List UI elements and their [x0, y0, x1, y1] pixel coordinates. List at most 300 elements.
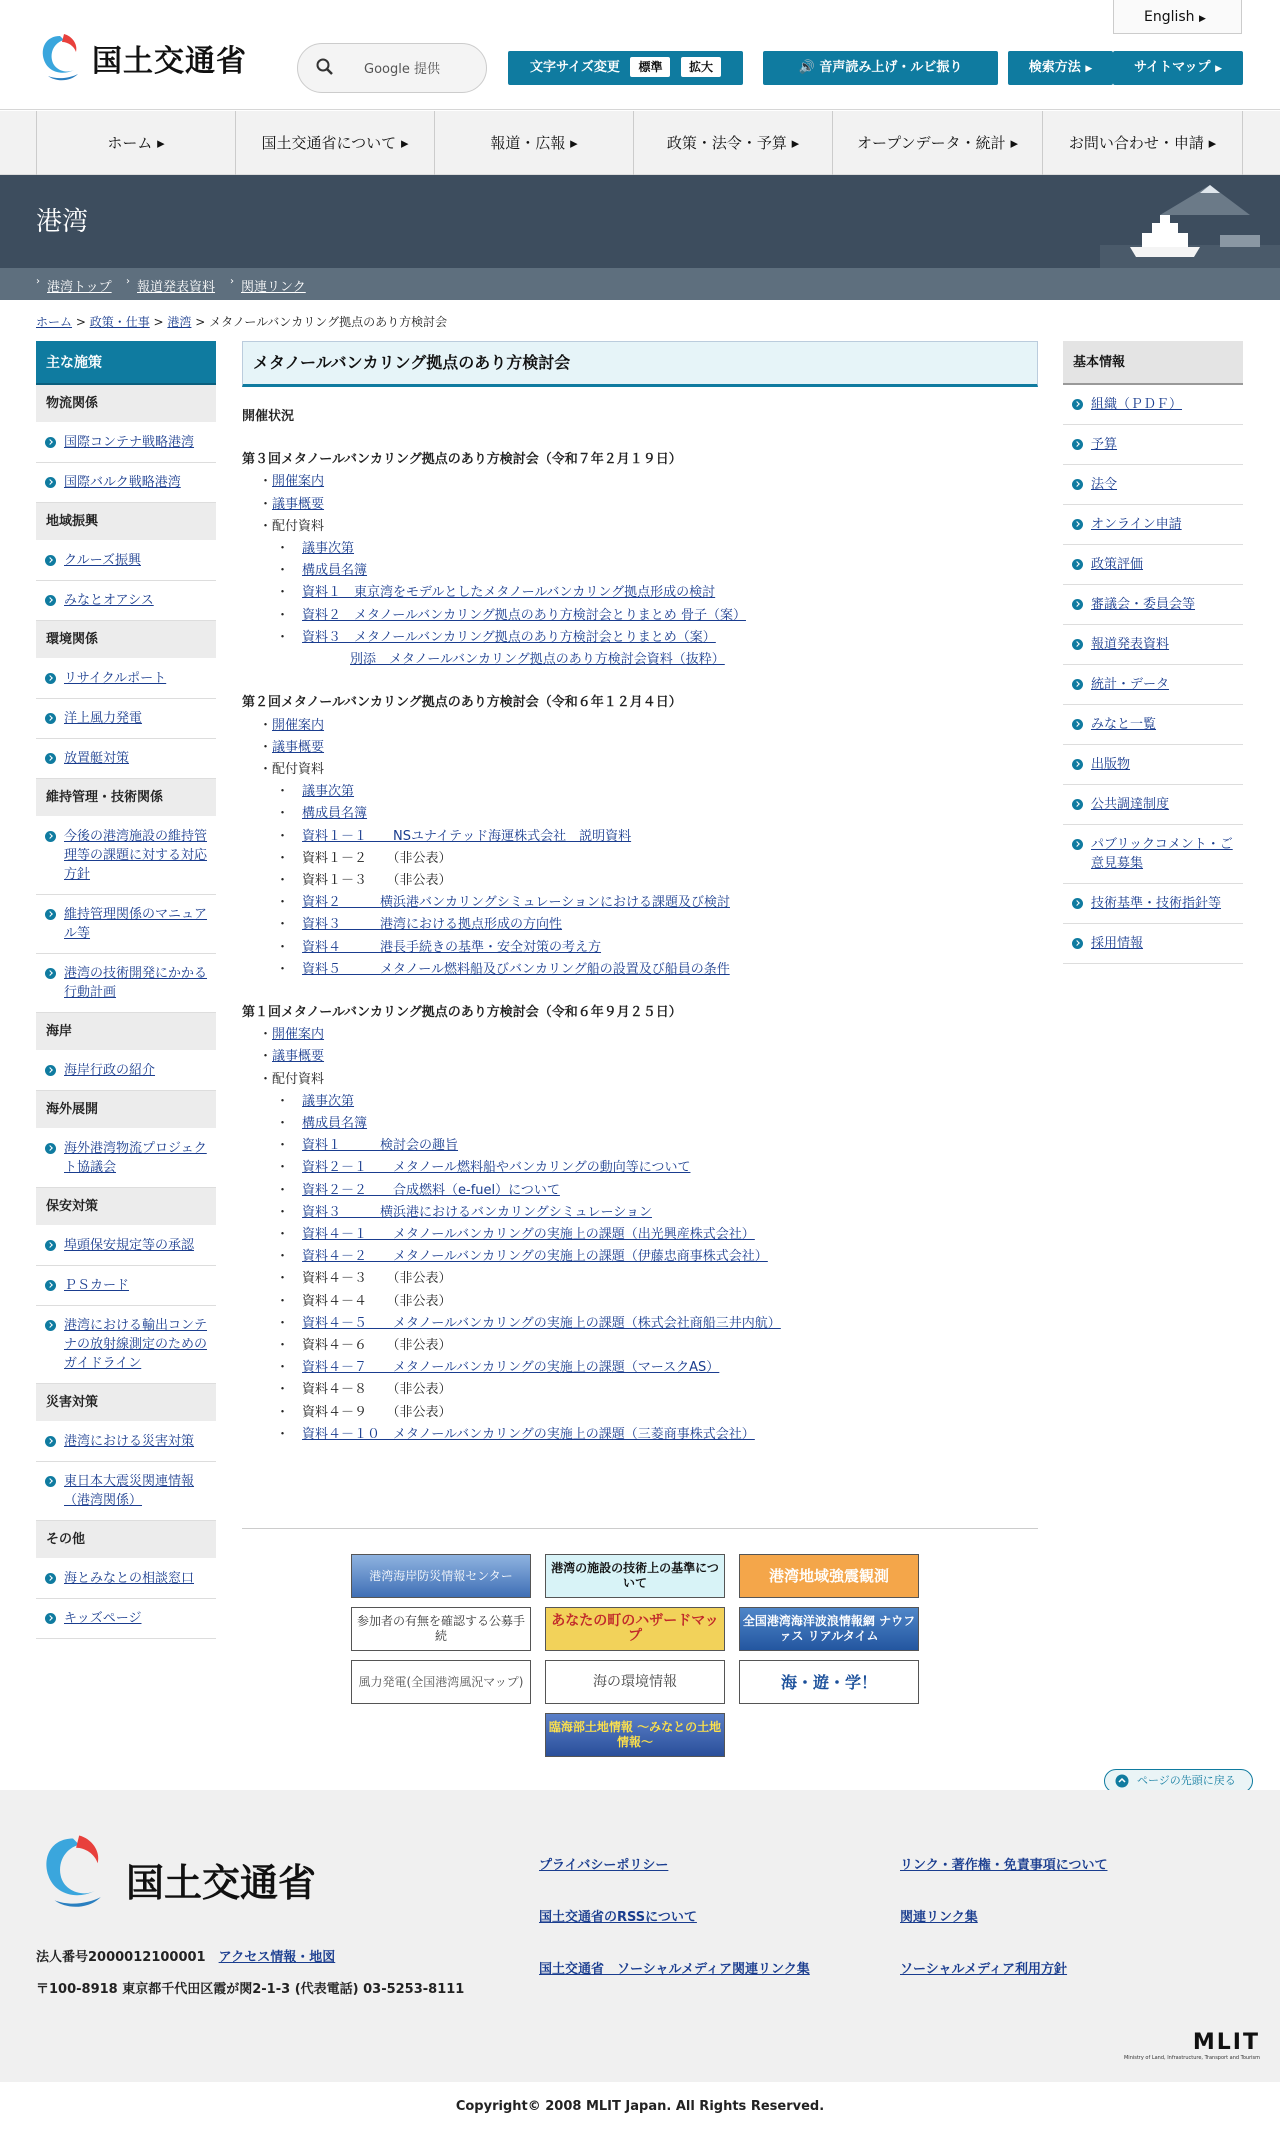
list-bullet: ・	[276, 1360, 303, 1376]
right-sidebar-link[interactable]: 予算	[1091, 437, 1118, 452]
list-bullet: ・	[259, 1071, 273, 1087]
left-sidebar-item[interactable]	[36, 463, 216, 503]
list-bullet: ・	[276, 850, 303, 866]
document-item	[276, 1402, 452, 1424]
left-sidebar-link[interactable]: 港湾における輸出コンテナの放射線測定のためのガイドライン	[64, 1318, 208, 1371]
left-sidebar-item[interactable]	[36, 1226, 216, 1266]
document-item-text: 資料４－８ （非公表）	[302, 1382, 452, 1398]
arrow-circle-icon	[1072, 898, 1083, 909]
footer-link-social[interactable]: 国土交通省 ソーシャルメディア関連リンク集	[539, 1962, 810, 1977]
arrow-circle-icon	[45, 595, 56, 606]
meeting-link-text[interactable]: 開催案内	[272, 474, 325, 490]
mlit-logo-icon	[36, 1832, 110, 1916]
arrow-circle-icon	[1072, 399, 1083, 410]
page-title: メタノールバンカリング拠点のあり方検討会	[242, 341, 1038, 387]
left-sidebar-link[interactable]: 海外港湾物流プロジェクト協議会	[64, 1141, 207, 1175]
document-link-text[interactable]: 議事次第	[302, 1093, 355, 1109]
handout-label	[259, 759, 324, 781]
left-sidebar-link[interactable]: 埠頭保安規定等の承認	[64, 1238, 195, 1253]
list-bullet: ・	[276, 1315, 303, 1331]
sitemap-label: サイトマップ	[1133, 60, 1211, 75]
left-sidebar-item[interactable]	[36, 659, 216, 699]
site-footer	[0, 1790, 1280, 2082]
footer-link-copyright[interactable]: リンク・著作権・免責事項について	[900, 1858, 1108, 1873]
status-heading-text: 開催状況	[242, 409, 295, 424]
ship-illustration	[1100, 175, 1280, 268]
document-link	[276, 582, 715, 604]
access-link[interactable]: アクセス情報・地図	[218, 1950, 336, 1965]
list-bullet: ・	[276, 607, 303, 623]
arrow-circle-icon	[45, 1320, 56, 1331]
banner-link[interactable]: 港湾の施設の技術上の基準について	[545, 1554, 725, 1598]
footer-corp-line	[36, 1946, 335, 1965]
right-sidebar-item[interactable]	[1063, 924, 1243, 964]
right-sidebar-item[interactable]	[1063, 385, 1243, 425]
arrow-circle-icon	[45, 1240, 56, 1251]
document-link-text[interactable]: 資料４－７ メタノールバンカリングの実施上の課題（マースクAS）	[302, 1360, 720, 1376]
list-bullet: ・	[276, 1160, 303, 1176]
right-sidebar-link[interactable]: 政策評価	[1091, 557, 1144, 572]
arrow-circle-icon	[45, 1280, 56, 1291]
arrow-circle-icon	[45, 968, 56, 979]
left-sidebar-item[interactable]	[36, 895, 216, 954]
site-header	[0, 0, 1280, 110]
footer-address: 〒100-8918 東京都千代田区霞が関2-1-3 (代表電話) 03-5253-8111	[36, 1982, 465, 1997]
right-sidebar-heading: 基本情報	[1063, 341, 1243, 385]
document-link	[276, 1135, 458, 1157]
handout-label-text: 配付資料	[272, 761, 325, 777]
gnav-home[interactable]: ホーム ▸	[36, 111, 235, 175]
document-link-text[interactable]: 構成員名簿	[302, 1116, 368, 1132]
breadcrumb: ホーム > 政策・仕事 > 港湾 > メタノールバンカリング拠点のあり方検討会	[36, 315, 448, 329]
left-sidebar-category: 海岸	[36, 1013, 216, 1051]
search-box[interactable]	[297, 43, 487, 93]
gnav-label: オープンデータ・統計	[857, 134, 1006, 152]
right-sidebar-link[interactable]: 法令	[1091, 477, 1118, 492]
list-bullet: ・	[259, 717, 273, 733]
right-sidebar	[1063, 341, 1243, 964]
arrow-circle-icon	[45, 477, 56, 488]
right-sidebar-item[interactable]	[1063, 825, 1243, 884]
list-bullet: ・	[276, 1338, 303, 1354]
document-link	[276, 1313, 781, 1335]
divider	[242, 1528, 1038, 1529]
status-heading	[242, 406, 294, 428]
right-sidebar-link[interactable]: 報道発表資料	[1091, 637, 1170, 652]
document-link	[276, 605, 746, 627]
document-link	[276, 560, 367, 582]
document-link	[276, 538, 354, 560]
arrow-circle-icon	[45, 673, 56, 684]
list-bullet: ・	[276, 563, 303, 579]
document-link-text[interactable]: 議事次第	[302, 784, 355, 800]
font-normal-button[interactable]: 標準	[630, 57, 670, 77]
document-link	[276, 937, 601, 959]
list-bullet: ・	[276, 895, 303, 911]
document-link	[276, 959, 730, 981]
meeting-heading	[242, 449, 682, 471]
document-link-text[interactable]: 別添 メタノールバンカリング拠点のあり方検討会資料（抜粋）	[350, 652, 725, 668]
right-sidebar-item[interactable]	[1063, 745, 1243, 785]
left-sidebar-item[interactable]	[36, 817, 216, 895]
meeting-link-text[interactable]: 開催案内	[272, 1027, 325, 1043]
left-sidebar-link[interactable]: クルーズ振興	[64, 553, 141, 568]
left-sidebar-item[interactable]	[36, 1599, 216, 1639]
left-sidebar-item[interactable]	[36, 1306, 216, 1384]
meeting-link	[259, 715, 324, 737]
search-method-label: 検索方法	[1028, 60, 1081, 75]
arrow-circle-icon	[1072, 719, 1083, 730]
document-link	[350, 649, 725, 671]
list-bullet: ・	[259, 496, 273, 512]
left-sidebar-link[interactable]: 海岸行政の紹介	[64, 1063, 156, 1078]
arrow-circle-icon	[45, 1436, 56, 1447]
left-sidebar-link[interactable]: キッズページ	[64, 1611, 142, 1626]
speech-button[interactable]	[763, 51, 998, 85]
section-banner	[0, 175, 1280, 268]
handout-label	[259, 1069, 324, 1091]
right-sidebar-item[interactable]	[1063, 705, 1243, 745]
arrow-circle-icon	[1072, 439, 1083, 450]
right-sidebar-item[interactable]	[1063, 884, 1243, 924]
left-sidebar-link[interactable]: 洋上風力発電	[64, 711, 143, 726]
list-bullet: ・	[276, 1382, 303, 1398]
meeting-heading	[242, 692, 682, 714]
banner-link[interactable]: 参加者の有無を確認する公募手続	[351, 1607, 531, 1651]
document-link	[276, 1202, 652, 1224]
document-link	[276, 1113, 367, 1135]
arrow-circle-icon	[1072, 938, 1083, 949]
meeting-heading-text: 第３回メタノールバンカリング拠点のあり方検討会（令和７年２月１９日）	[242, 452, 682, 468]
left-sidebar-item[interactable]	[36, 739, 216, 779]
breadcrumb-port[interactable]: 港湾	[167, 315, 192, 329]
list-bullet: ・	[276, 939, 303, 955]
handout-label-text: 配付資料	[272, 1071, 325, 1087]
left-sidebar-category: 維持管理・技術関係	[36, 779, 216, 817]
arrow-circle-icon	[1072, 599, 1083, 610]
arrow-circle-icon	[1072, 759, 1083, 770]
document-link	[276, 1246, 768, 1268]
banner-link[interactable]: あなたの町のハザードマップ	[545, 1607, 725, 1651]
meeting-link-text[interactable]: 議事概要	[272, 739, 325, 755]
document-link-text[interactable]: 資料１ 検討会の趣旨	[302, 1138, 459, 1154]
document-link-text[interactable]: 議事次第	[302, 541, 355, 557]
meeting-heading-text: 第１回メタノールバンカリング拠点のあり方検討会（令和６年９月２５日）	[242, 1005, 682, 1021]
document-item-text: 資料４－３ （非公表）	[302, 1271, 452, 1287]
document-item	[276, 1379, 452, 1401]
arrow-circle-icon	[45, 713, 56, 724]
left-sidebar-item[interactable]	[36, 581, 216, 621]
left-sidebar-item[interactable]	[36, 1051, 216, 1091]
banner-link[interactable]: 港湾海岸防災情報センター	[351, 1554, 531, 1598]
subnav-press[interactable]: 報道発表資料	[137, 280, 216, 295]
left-sidebar-link[interactable]: 港湾の技術開発にかかる行動計画	[64, 966, 208, 1000]
document-item-text: 資料１－３ （非公表）	[302, 872, 452, 888]
left-sidebar-item[interactable]	[36, 1559, 216, 1599]
section-subnav	[0, 268, 1280, 300]
left-sidebar-item[interactable]	[36, 1462, 216, 1521]
breadcrumb-current: メタノールバンカリング拠点のあり方検討会	[209, 315, 448, 329]
speaker-icon: 🔊	[798, 60, 815, 75]
left-sidebar-link[interactable]: リサイクルポート	[64, 671, 167, 686]
list-bullet: ・	[259, 1027, 273, 1043]
document-item-text: 資料４－９ （非公表）	[302, 1404, 452, 1420]
mlit-wordmark-sub: Ministry of Land, Infrastructure, Transport and Tourism	[1123, 2055, 1260, 2061]
arrow-circle-icon	[1072, 799, 1083, 810]
handout-label-text: 配付資料	[272, 518, 325, 534]
left-sidebar-link[interactable]: 維持管理関係のマニュアル等	[64, 907, 208, 941]
left-sidebar-link[interactable]: 国際コンテナ戦略港湾	[64, 435, 195, 450]
document-link-text[interactable]: 資料４－２ メタノールバンカリングの実施上の課題（伊藤忠商事株式会社）	[302, 1249, 768, 1265]
arrow-circle-icon	[1072, 479, 1083, 490]
breadcrumb-policy[interactable]: 政策・仕事	[89, 315, 150, 329]
meeting-link	[259, 471, 324, 493]
left-sidebar-link[interactable]: 港湾における災害対策	[64, 1434, 195, 1449]
search-icon	[316, 58, 334, 76]
arrow-circle-icon	[45, 1143, 56, 1154]
document-link-text[interactable]: 資料４－１０ メタノールバンカリングの実施上の課題（三菱商事株式会社）	[302, 1426, 755, 1442]
chevron-right-icon: ›	[230, 276, 234, 287]
breadcrumb-home[interactable]: ホーム	[36, 315, 73, 329]
document-link	[276, 627, 716, 649]
document-link-text[interactable]: 資料４－５ メタノールバンカリングの実施上の課題（株式会社商船三井内航）	[302, 1315, 781, 1331]
list-bullet: ・	[276, 541, 303, 557]
arrow-circle-icon	[1072, 519, 1083, 530]
left-sidebar-item[interactable]	[36, 541, 216, 581]
banner-link[interactable]: 全国港湾海洋波浪情報網 ナウファス リアルタイム	[739, 1607, 919, 1651]
font-large-button[interactable]: 拡大	[681, 57, 721, 77]
mlit-logo-icon	[36, 32, 84, 86]
list-bullet: ・	[276, 585, 303, 601]
document-link	[276, 914, 562, 936]
document-link-text[interactable]: 資料４ 港長手続きの基準・安全対策の考え方	[302, 939, 602, 955]
corp-number: 法人番号2000012100001	[36, 1950, 206, 1965]
document-item	[276, 1268, 452, 1290]
right-sidebar-item[interactable]	[1063, 425, 1243, 465]
banner-link[interactable]: 港湾地域強震観測	[739, 1554, 919, 1598]
document-link-text[interactable]: 資料１ 東京湾をモデルとしたメタノールバンカリング拠点形成の検討	[302, 585, 716, 601]
document-link-text[interactable]: 資料２－２ 合成燃料（e-fuel）について	[302, 1182, 560, 1198]
gnav-press[interactable]: 報道・広報 ▸	[434, 111, 633, 175]
list-bullet: ・	[259, 1049, 273, 1065]
arrow-circle-icon	[1072, 559, 1083, 570]
left-sidebar-category: 保安対策	[36, 1188, 216, 1226]
chevron-right-icon: ›	[36, 276, 40, 287]
gnav-label: ホーム	[107, 134, 153, 152]
gnav-label: 政策・法令・予算	[666, 134, 787, 152]
left-sidebar-item[interactable]	[36, 1266, 216, 1306]
left-sidebar-category: 地域振興	[36, 503, 216, 541]
list-bullet: ・	[276, 629, 303, 645]
document-link	[276, 1224, 755, 1246]
left-sidebar-link[interactable]: 今後の港湾施設の維持管理等の課題に対する対応方針	[64, 829, 208, 882]
footer-link-privacy[interactable]: プライバシーポリシー	[539, 1858, 669, 1873]
document-link	[276, 1424, 755, 1446]
meeting-link-text[interactable]: 議事概要	[272, 496, 325, 512]
left-sidebar	[36, 341, 216, 1639]
meeting-link	[259, 737, 324, 759]
font-size-control	[508, 51, 743, 85]
left-sidebar-link[interactable]: 海とみなとの相談窓口	[64, 1571, 195, 1586]
document-link	[276, 826, 631, 848]
left-sidebar-item[interactable]	[36, 1422, 216, 1462]
document-link-text[interactable]: 資料２ 横浜港バンカリングシミュレーションにおける課題及び検討	[302, 895, 730, 911]
main-content	[242, 341, 1038, 387]
left-sidebar-link[interactable]: 国際バルク戦略港湾	[64, 475, 181, 490]
copyright: Copyright© 2008 MLIT Japan. All Rights Reserved.	[0, 2082, 1280, 2132]
mlit-wordmark-text: MLIT	[1192, 2030, 1260, 2055]
right-sidebar-link[interactable]: 審議会・委員会等	[1091, 597, 1196, 612]
left-sidebar-link[interactable]: ＰＳカード	[64, 1278, 130, 1293]
right-sidebar-link[interactable]: みなと一覧	[1091, 717, 1157, 732]
global-nav	[0, 111, 1280, 175]
left-sidebar-item[interactable]	[36, 699, 216, 739]
list-bullet: ・	[276, 1116, 303, 1132]
left-sidebar-category: 海外展開	[36, 1091, 216, 1129]
list-bullet: ・	[276, 1404, 303, 1420]
meeting-link-text[interactable]: 開催案内	[272, 717, 325, 733]
document-link-text[interactable]: 資料３ メタノールバンカリング拠点のあり方検討会とりまとめ（案）	[302, 629, 716, 645]
document-link-text[interactable]: 資料２－１ メタノール燃料船やバンカリングの動向等について	[302, 1160, 691, 1176]
triangle-right-icon: ▶	[1215, 64, 1223, 74]
search-placeholder: Google 提供	[364, 62, 440, 77]
meeting-link-text[interactable]: 議事概要	[272, 1049, 325, 1065]
footer-link-rss[interactable]: 国土交通省のRSSについて	[539, 1910, 697, 1925]
meeting-heading-text: 第２回メタノールバンカリング拠点のあり方検討会（令和６年１２月４日）	[242, 695, 682, 711]
arrow-circle-icon	[1072, 839, 1083, 850]
meeting-link	[259, 1046, 324, 1068]
left-sidebar-link[interactable]: 東日本大震災関連情報（港湾関係）	[64, 1474, 195, 1508]
mlit-logo[interactable]	[36, 32, 262, 86]
arrow-circle-icon	[45, 753, 56, 764]
left-sidebar-link[interactable]: 放置艇対策	[64, 751, 130, 766]
meeting-link	[259, 1024, 324, 1046]
right-sidebar-item[interactable]	[1063, 785, 1243, 825]
document-link	[276, 1180, 560, 1202]
banner-link[interactable]: 海の環境情報	[545, 1660, 725, 1704]
arrow-circle-icon	[1072, 679, 1083, 690]
right-sidebar-link[interactable]: 組織（ＰＤＦ）	[1091, 397, 1183, 412]
list-bullet: ・	[276, 806, 303, 822]
right-sidebar-link[interactable]: パブリックコメント・ご意見募集	[1091, 837, 1233, 871]
banner-link[interactable]: 海・遊・学！	[739, 1660, 919, 1704]
document-item	[276, 1291, 452, 1313]
document-link	[276, 781, 354, 803]
gnav-policy[interactable]: 政策・法令・予算 ▸	[633, 111, 832, 175]
left-sidebar-item[interactable]	[36, 423, 216, 463]
subnav-port-top[interactable]: 港湾トップ	[47, 280, 112, 295]
right-sidebar-item[interactable]	[1063, 665, 1243, 705]
footer-link-related[interactable]: 関連リンク集	[900, 1910, 978, 1925]
right-sidebar-item[interactable]	[1063, 465, 1243, 505]
right-sidebar-link[interactable]: 公共調達制度	[1091, 797, 1170, 812]
subnav-links[interactable]: 関連リンク	[241, 280, 306, 295]
document-link	[276, 892, 730, 914]
document-link	[276, 1091, 354, 1113]
document-item-text: 資料４－４ （非公表）	[302, 1293, 452, 1309]
document-link	[276, 1357, 719, 1379]
document-link-text[interactable]: 資料３ 横浜港におけるバンカリングシミュレーション	[302, 1204, 652, 1220]
list-bullet: ・	[276, 1271, 303, 1287]
banner-link[interactable]: 臨海部土地情報 ～みなとの土地情報～	[545, 1713, 725, 1757]
document-link-text[interactable]: 資料５ メタノール燃料船及びバンカリング船の設置及び船員の条件	[302, 961, 730, 977]
right-sidebar-item[interactable]	[1063, 585, 1243, 625]
footer-link-social-policy[interactable]: ソーシャルメディア利用方針	[900, 1962, 1068, 1977]
left-sidebar-link[interactable]: みなとオアシス	[64, 593, 154, 608]
document-link-text[interactable]: 資料４－１ メタノールバンカリングの実施上の課題（出光興産株式会社）	[302, 1227, 755, 1243]
document-link-text[interactable]: 資料２ メタノールバンカリング拠点のあり方検討会とりまとめ 骨子（案）	[302, 607, 746, 623]
arrow-circle-icon	[45, 437, 56, 448]
right-sidebar-link[interactable]: 技術基準・技術指針等	[1091, 896, 1222, 911]
document-link-text[interactable]: 構成員名簿	[302, 806, 368, 822]
document-item	[276, 1335, 452, 1357]
arrow-circle-icon	[45, 1065, 56, 1076]
list-bullet: ・	[276, 1293, 303, 1309]
left-sidebar-category: 物流関係	[36, 385, 216, 423]
handout-label	[259, 516, 324, 538]
right-sidebar-item[interactable]	[1063, 625, 1243, 665]
arrow-circle-icon	[45, 1476, 56, 1487]
list-bullet: ・	[276, 1204, 303, 1220]
triangle-right-icon: ▶	[1085, 64, 1093, 74]
left-sidebar-category: 災害対策	[36, 1384, 216, 1422]
logo-text: 国土交通省	[92, 44, 247, 79]
right-sidebar-link[interactable]: オンライン申請	[1091, 517, 1182, 532]
section-title: 港湾	[36, 207, 89, 237]
right-sidebar-item[interactable]	[1063, 545, 1243, 585]
document-link-text[interactable]: 構成員名簿	[302, 563, 368, 579]
arrow-circle-icon	[45, 831, 56, 842]
list-bullet: ・	[259, 761, 273, 777]
meeting-link	[259, 494, 324, 516]
arrow-circle-icon	[45, 1613, 56, 1624]
banner-link[interactable]: 風力発電(全国港湾風況マップ)	[351, 1660, 531, 1704]
mlit-wordmark	[1100, 2030, 1260, 2061]
gnav-contact[interactable]: お問い合わせ・申請 ▸	[1042, 111, 1243, 175]
document-link-text[interactable]: 資料１－１ NSユナイテッド海運株式会社 説明資料	[302, 828, 632, 844]
left-sidebar-item[interactable]	[36, 954, 216, 1013]
right-sidebar-item[interactable]	[1063, 505, 1243, 545]
english-link[interactable]	[1113, 0, 1242, 34]
gnav-about[interactable]: 国土交通省について ▸	[235, 111, 434, 175]
left-sidebar-item[interactable]	[36, 1129, 216, 1188]
list-bullet: ・	[259, 739, 273, 755]
document-link-text[interactable]: 資料３ 港湾における拠点形成の方向性	[302, 917, 563, 933]
left-sidebar-category: 環境関係	[36, 621, 216, 659]
list-bullet: ・	[276, 917, 303, 933]
document-link	[276, 803, 367, 825]
gnav-opendata[interactable]: オープンデータ・統計 ▸	[832, 111, 1042, 175]
document-item	[276, 848, 452, 870]
document-item-text: 資料４－６ （非公表）	[302, 1338, 452, 1354]
triangle-right-icon: ▶	[1199, 14, 1206, 24]
list-bullet: ・	[276, 961, 303, 977]
meeting-heading	[242, 1002, 682, 1024]
right-sidebar-link[interactable]: 出版物	[1091, 757, 1131, 772]
document-item-text: 資料１－２ （非公表）	[302, 850, 452, 866]
list-bullet: ・	[259, 474, 273, 490]
document-link	[276, 1157, 690, 1179]
sitemap-button[interactable]	[1113, 51, 1243, 85]
left-sidebar-category: その他	[36, 1521, 216, 1559]
search-method-button[interactable]	[1008, 51, 1113, 85]
left-sidebar-heading: 主な施策	[36, 341, 216, 385]
arrow-circle-icon	[1072, 639, 1083, 650]
arrow-circle-icon	[45, 555, 56, 566]
font-size-label: 文字サイズ変更	[529, 60, 620, 75]
right-sidebar-link[interactable]: 統計・データ	[1091, 677, 1170, 692]
right-sidebar-link[interactable]: 採用情報	[1091, 936, 1144, 951]
